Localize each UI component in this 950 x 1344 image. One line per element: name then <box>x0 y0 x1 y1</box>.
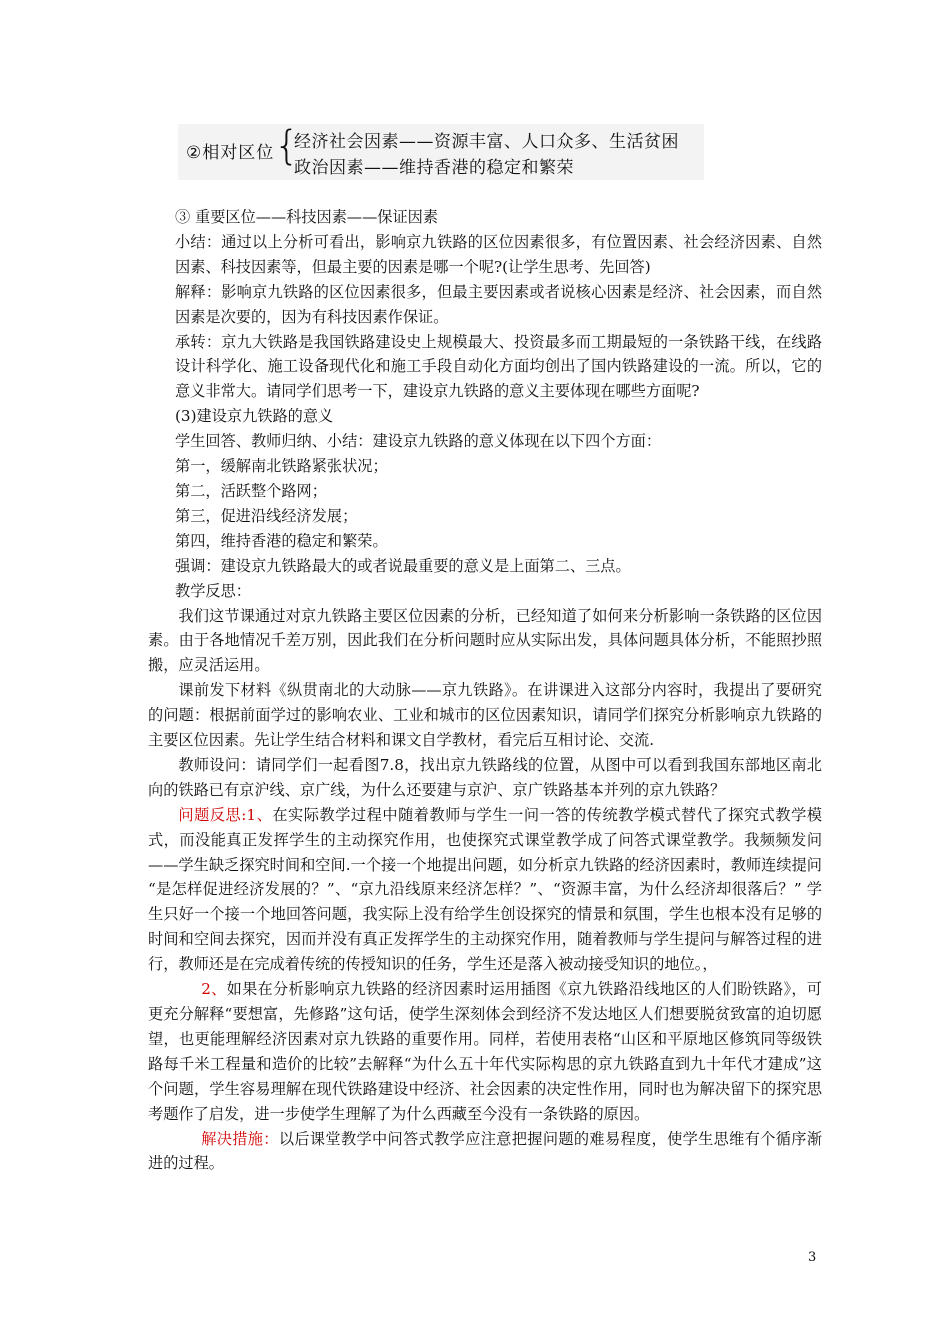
list-item-fourth: 第四，维持香港的稳定和繁荣。 <box>175 531 388 550</box>
problem-reflection-text: 在实际教学过程中随着教师与学生一问一答的传统教学模式替代了探究式教学模式，而没能真正发挥学生的主动探究作用，也使探究式课堂教学成了问答式课堂教学。我频频发问——学生缺乏探究时间和空间.一个接一个地提出问题，如分析京九铁路的经济因素时，教师连续提问 “是怎样促进经济发展的？”、“京九沿线原来经济怎样？”、“资源丰富，为什么经济却很落后？” 学生只好一个接一个地回答问题，我实际上没有给学生创设探究的情景和氛围，学生也根本没有足够的时间和空间去探究，因而并没有真正发挥学生的主动探究作用，随着教师与学生提问与解答过程的进行，教师还是在完成着传统的传授知识的任务，学生还是落入被动接受知识的地位。， <box>148 805 823 974</box>
paragraph-explanation: 解释：影响京九铁路的区位因素很多，但最主要因素或者说核心因素是经济、社会因素，而自然因素是次要的，因为有科技因素作保证。 <box>175 282 822 326</box>
paragraph-summary: 小结：通过以上分析可看出，影响京九铁路的区位因素很多，有位置因素、社会经济因素、自然因素、科技因素等，但最主要的因素是哪一个呢?(让学生思考、先回答) <box>175 232 822 276</box>
second-point-text: 如果在分析影响京九铁路的经济因素时运用插图《京九铁路沿线地区的人们盼铁路》，可更充分解释“要想富，先修路”这句话，使学生深刻体会到经济不发达地区人们想要脱贫致富的迫切愿望，也更能理解经济因素对京九铁路的重要作用。同样，若使用表格“山区和平原地区修筑同等级铁路每千米工程量和造价的比较”去解释“为什么五十年代实际构思的京九铁路直到九十年代才建成”这个问题，学生容易理解在现代铁路建设中经济、社会因素的决定性作用，同时也为解决留下的探究思考题作了启发，进一步使学生理解了为什么西藏至今没有一条铁路的原因。 <box>148 980 822 1123</box>
paragraph-transition: 承转：京九大铁路是我国铁路建设史上规模最大、投资最多而工期最短的一条铁路干线，在线路设计科学化、施工设备现代化和施工手段自动化方面均创出了国内铁路建设的一流。所以，它的意义非常大。请同学们思考一下，建设京九铁路的意义主要体现在哪些方面呢? <box>175 332 822 401</box>
paragraph-solution <box>148 1127 822 1177</box>
paragraph-important-location: ③ 重要区位——科技因素——保证因素 <box>175 208 439 226</box>
page-number: 3 <box>808 1250 817 1265</box>
list-item-first: 第一，缓解南北铁路紧张状况； <box>175 457 388 476</box>
brace-icon: { <box>274 123 300 169</box>
paragraph-problem-reflection <box>148 803 822 977</box>
figure-line-political: 政治因素——维持香港的稳定和繁荣 <box>294 158 574 178</box>
paragraph-teacher-question: 教师设问：请同学们一起看图7.8，找出京九铁路线的位置，从图中可以看到我国东部地区南北向的铁路已有京沪线、京广线，为什么还要建与京沪、京广铁路基本并列的京九铁路？ <box>148 755 822 799</box>
paragraph-second-point <box>148 977 822 1126</box>
paragraph-emphasis: 强调：建设京九铁路最大的或者说最重要的意义是上面第二、三点。 <box>175 556 631 575</box>
list-item-third: 第三，促进沿线经济发展； <box>175 506 358 525</box>
paragraph-reflection-intro: 我们这节课通过对京九铁路主要区位因素的分析，已经知道了如何来分析影响一条铁路的区位因素。由于各地情况千差万别，因此我们在分析问题时应从实际出发，具体问题具体分析，不能照抄照搬，应灵活运用。 <box>148 606 822 675</box>
list-item-second: 第二，活跃整个路网； <box>175 481 327 500</box>
document-body <box>148 205 823 1176</box>
second-point-label: 2、 <box>201 980 227 999</box>
problem-reflection-label: 问题反思:1、 <box>178 805 273 824</box>
paragraph-student-answer: 学生回答、教师归纳、小结：建设京九铁路的意义体现在以下四个方面： <box>175 432 661 451</box>
paragraph-materials: 课前发下材料《纵贯南北的大动脉——京九铁路》。在讲课进入这部分内容时，我提出了要研究的问题：根据前面学过的影响农业、工业和城市的区位因素知识，请同学们探究分析影响京九铁路的主要区位因素。先让学生结合材料和课文自学教材，看完后互相讨论、交流. <box>148 681 822 750</box>
figure-line-economic: 经济社会因素——资源丰富、人口众多、生活贫困 <box>294 132 679 152</box>
figure-lead-label: ②相对区位 <box>186 143 275 163</box>
solution-text: 以后课堂教学中问答式教学应注意把握问题的难易程度，使学生思维有个循序渐进的过程。 <box>148 1129 823 1173</box>
paragraph-significance-heading: (3)建设京九铁路的意义 <box>175 407 334 426</box>
solution-label: 解决措施： <box>201 1129 279 1148</box>
relative-location-figure <box>178 124 704 180</box>
teaching-reflection-heading: 教学反思： <box>175 581 251 600</box>
